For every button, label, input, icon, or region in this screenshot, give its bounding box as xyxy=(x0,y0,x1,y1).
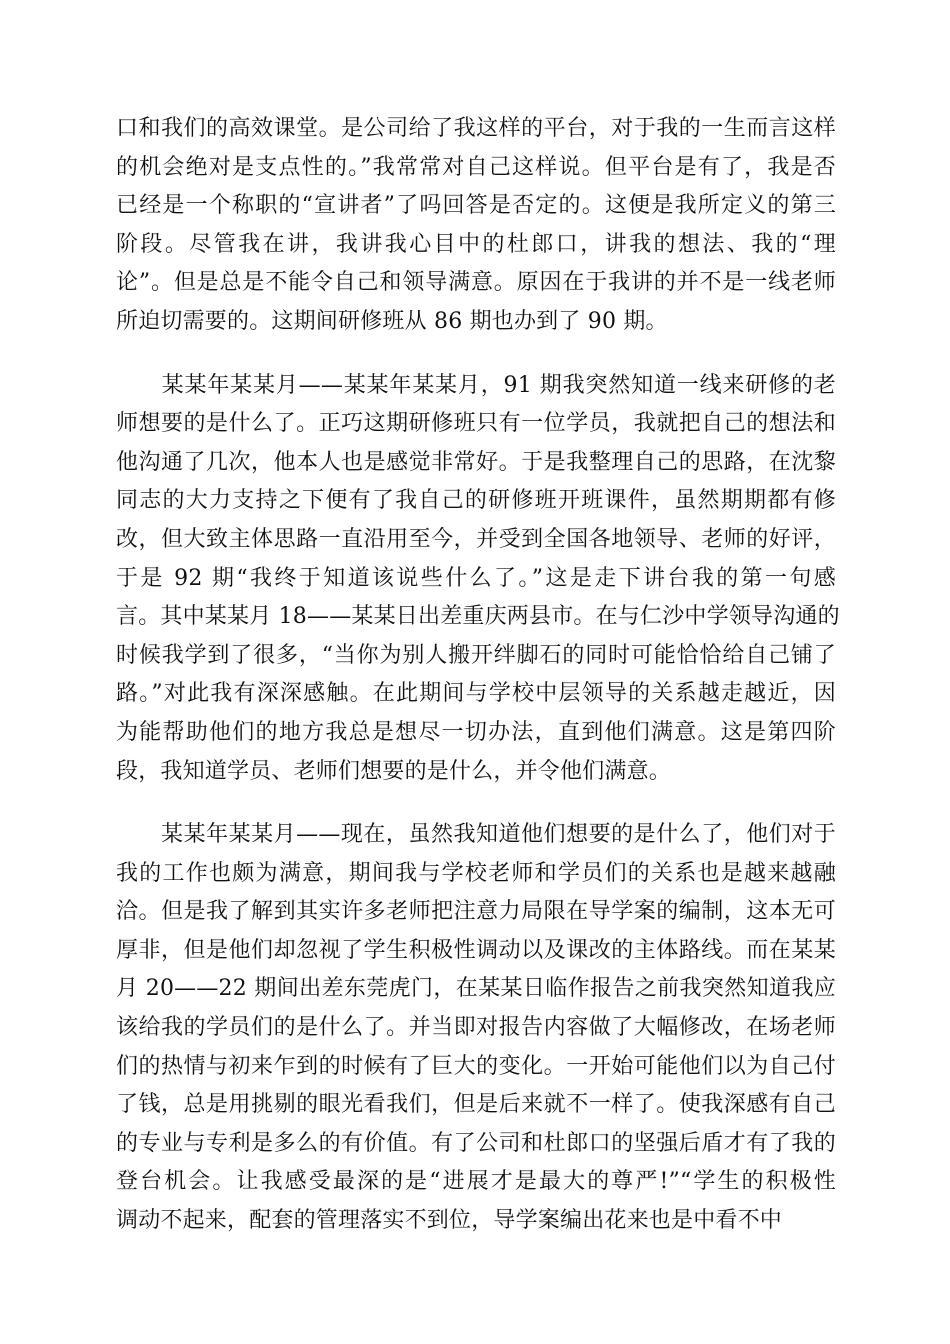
text-line: 言。其中某某月 18——某某日出差重庆两县市。在与仁沙中学领导沟通的 xyxy=(116,604,840,630)
text-line: 某某年某某月——现在，虽然我知道他们想要的是什么了，他们对于 xyxy=(116,822,836,848)
text-line: 调动不起来，配套的管理落实不到位，导学案编出花来也是中看不中 xyxy=(116,1208,783,1234)
text-line: 路。”对此我有深深感触。在此期间与学校中层领导的关系越走越近，因 xyxy=(116,681,836,707)
text-line: 口和我们的高效课堂。是公司给了我这样的平台，对于我的一生而言这样 xyxy=(116,116,836,141)
text-line: 的机会绝对是支点性的。”我常常对自己这样说。但平台是有了，我是否 xyxy=(116,154,836,180)
text-line: 某某年某某月——某某年某某月，91 期我突然知道一线来研修的老 xyxy=(116,372,836,398)
text-line: 洽。但是我了解到其实许多老师把注意力局限在导学案的编制，这本无可 xyxy=(116,899,836,925)
text-line: 论”。但是总是不能令自己和领导满意。原因在于我讲的并不是一线老师 xyxy=(116,270,836,296)
text-line: 厚非，但是他们却忽视了学生积极性调动以及课改的主体路线。而在某某 xyxy=(116,937,836,963)
text-line: 段，我知道学员、老师们想要的是什么，并令他们满意。 xyxy=(116,758,672,784)
text-line: 已经是一个称职的“宣讲者”了吗回答是否定的。这便是我所定义的第三 xyxy=(116,193,836,219)
text-line: 了钱，总是用挑剔的眼光看我们，但是后来就不一样了。使我深感有自己 xyxy=(116,1092,836,1118)
text-line: 们的热情与初来乍到的时候有了巨大的变化。一开始可能他们以为自己付 xyxy=(116,1053,836,1079)
text-line: 他沟通了几次，他本人也是感觉非常好。于是我整理自己的思路，在沈黎 xyxy=(116,449,836,475)
paragraph-3 xyxy=(116,816,836,1241)
text-line: 阶段。尽管我在讲，我讲我心目中的杜郎口，讲我的想法、我的“理 xyxy=(116,231,836,257)
document-page xyxy=(116,110,840,1241)
paragraph-2 xyxy=(116,367,840,792)
text-line: 时候我学到了很多，“当你为别人搬开绊脚石的同时可能恰恰给自己铺了 xyxy=(116,642,836,668)
text-line: 月 20——22 期间出差东莞虎门，在某某日临作报告之前我突然知道我应 xyxy=(116,976,836,1002)
text-line: 同志的大力支持之下便有了我自己的研修班开班课件，虽然期期都有修 xyxy=(116,488,836,514)
text-line: 改，但大致主体思路一直沿用至今，并受到全国各地领导、老师的好评， xyxy=(116,526,836,552)
paragraph-1 xyxy=(116,110,836,342)
text-line: 登台机会。让我感受最深的是“进展才是最大的尊严!”“学生的积极性 xyxy=(116,1169,836,1195)
text-line: 我的工作也颇为满意，期间我与学校老师和学员们的关系也是越来越融 xyxy=(116,860,836,886)
text-line: 所迫切需要的。这期间研修班从 86 期也办到了 90 期。 xyxy=(116,308,668,334)
text-line: 师想要的是什么了。正巧这期研修班只有一位学员，我就把自己的想法和 xyxy=(116,411,836,437)
text-line: 为能帮助他们的地方我总是想尽一切办法，直到他们满意。这是第四阶 xyxy=(116,719,836,745)
text-line: 该给我的学员们的是什么了。并当即对报告内容做了大幅修改，在场老师 xyxy=(116,1015,836,1041)
text-line: 于是 92 期“我终于知道该说些什么了。”这是走下讲台我的第一句感 xyxy=(116,565,836,591)
text-line: 的专业与专利是多么的有价值。有了公司和杜郎口的坚强后盾才有了我的 xyxy=(116,1130,836,1156)
